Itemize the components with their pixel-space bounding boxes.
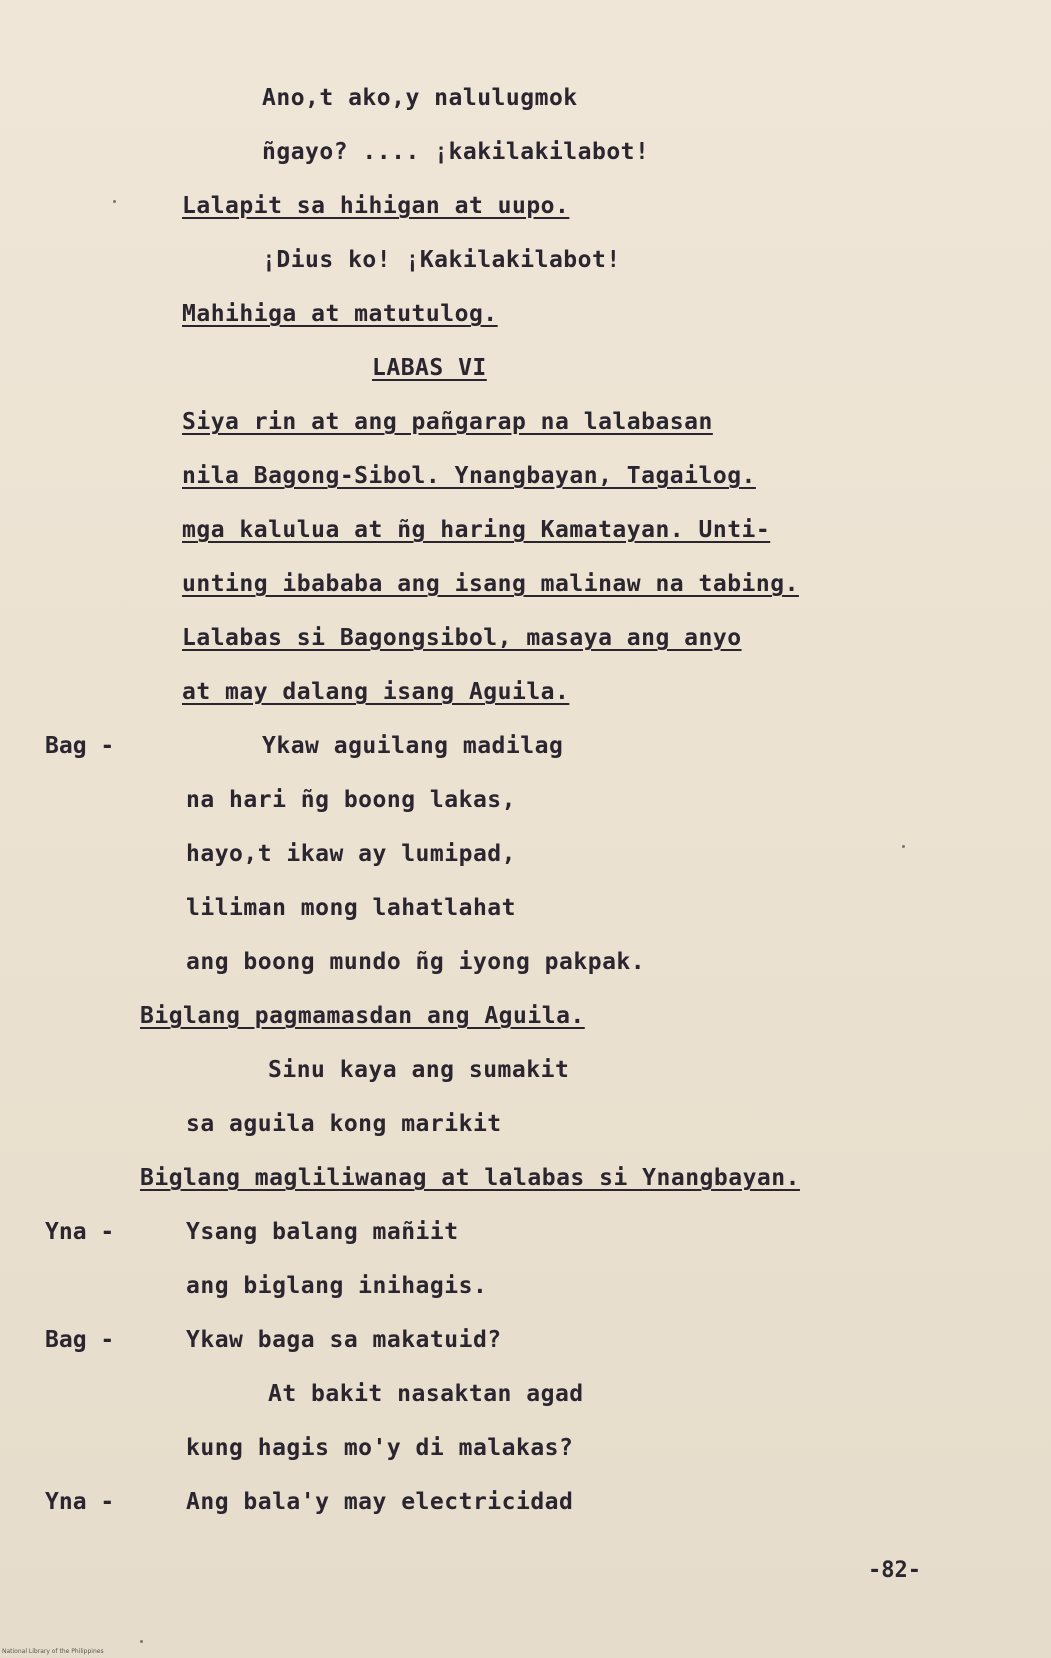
- verse-line: kung hagis mo'y di malakas?: [186, 1435, 574, 1461]
- verse-line: sa aguila kong marikit: [186, 1111, 502, 1137]
- verse-line: ang boong mundo ñg iyong pakpak.: [186, 949, 646, 975]
- paper-speck: [140, 1640, 143, 1643]
- verse-line: Ykaw baga sa makatuid?: [186, 1327, 502, 1353]
- page-number: -82-: [868, 1558, 921, 1583]
- verse-line: ñgayo? .... ¡kakilakilabot!: [262, 139, 650, 165]
- paper-speck: [113, 200, 116, 203]
- scene-heading: LABAS VI: [372, 355, 487, 381]
- stage-direction: nila Bagong-Sibol. Ynangbayan, Tagailog.: [182, 463, 756, 489]
- stage-direction: Biglang magliliwanag at lalabas si Ynangbayan.: [140, 1165, 800, 1191]
- stage-direction: at may dalang isang Aguila.: [182, 679, 570, 705]
- verse-line: hayo,t ikaw ay lumipad,: [186, 841, 516, 867]
- verse-line: ¡Dius ko! ¡Kakilakilabot!: [262, 247, 621, 273]
- speaker-label: Yna -: [45, 1219, 115, 1245]
- stage-direction: Lalapit sa hihigan at uupo.: [182, 193, 570, 219]
- verse-line: liliman mong lahatlahat: [186, 895, 516, 921]
- verse-line: ang biglang inihagis.: [186, 1273, 488, 1299]
- stage-direction: mga kalulua at ñg haring Kamatayan. Unti-: [182, 517, 771, 543]
- paper-speck: [902, 845, 905, 848]
- verse-line: Sinu kaya ang sumakit: [268, 1057, 570, 1083]
- stage-direction: Biglang pagmamasdan ang Aguila.: [140, 1003, 585, 1029]
- library-footer: National Library of the Philippines: [2, 1648, 104, 1655]
- stage-direction: Lalabas si Bagongsibol, masaya ang anyo: [182, 625, 742, 651]
- verse-line: na hari ñg boong lakas,: [186, 787, 516, 813]
- verse-line: Ykaw aguilang madilag: [262, 733, 564, 759]
- verse-line: Ysang balang mañiit: [186, 1219, 459, 1245]
- speaker-label: Bag -: [45, 733, 115, 759]
- stage-direction: Mahihiga at matutulog.: [182, 301, 498, 327]
- stage-direction: unting ibababa ang isang malinaw na tabing.: [182, 571, 799, 597]
- speaker-label: Yna -: [45, 1489, 115, 1515]
- speaker-label: Bag -: [45, 1327, 115, 1353]
- stage-direction: Siya rin at ang pañgarap na lalabasan: [182, 409, 713, 435]
- verse-line: At bakit nasaktan agad: [268, 1381, 584, 1407]
- verse-line: Ang bala'y may electricidad: [186, 1489, 574, 1515]
- verse-line: Ano,t ako,y nalulugmok: [262, 85, 578, 111]
